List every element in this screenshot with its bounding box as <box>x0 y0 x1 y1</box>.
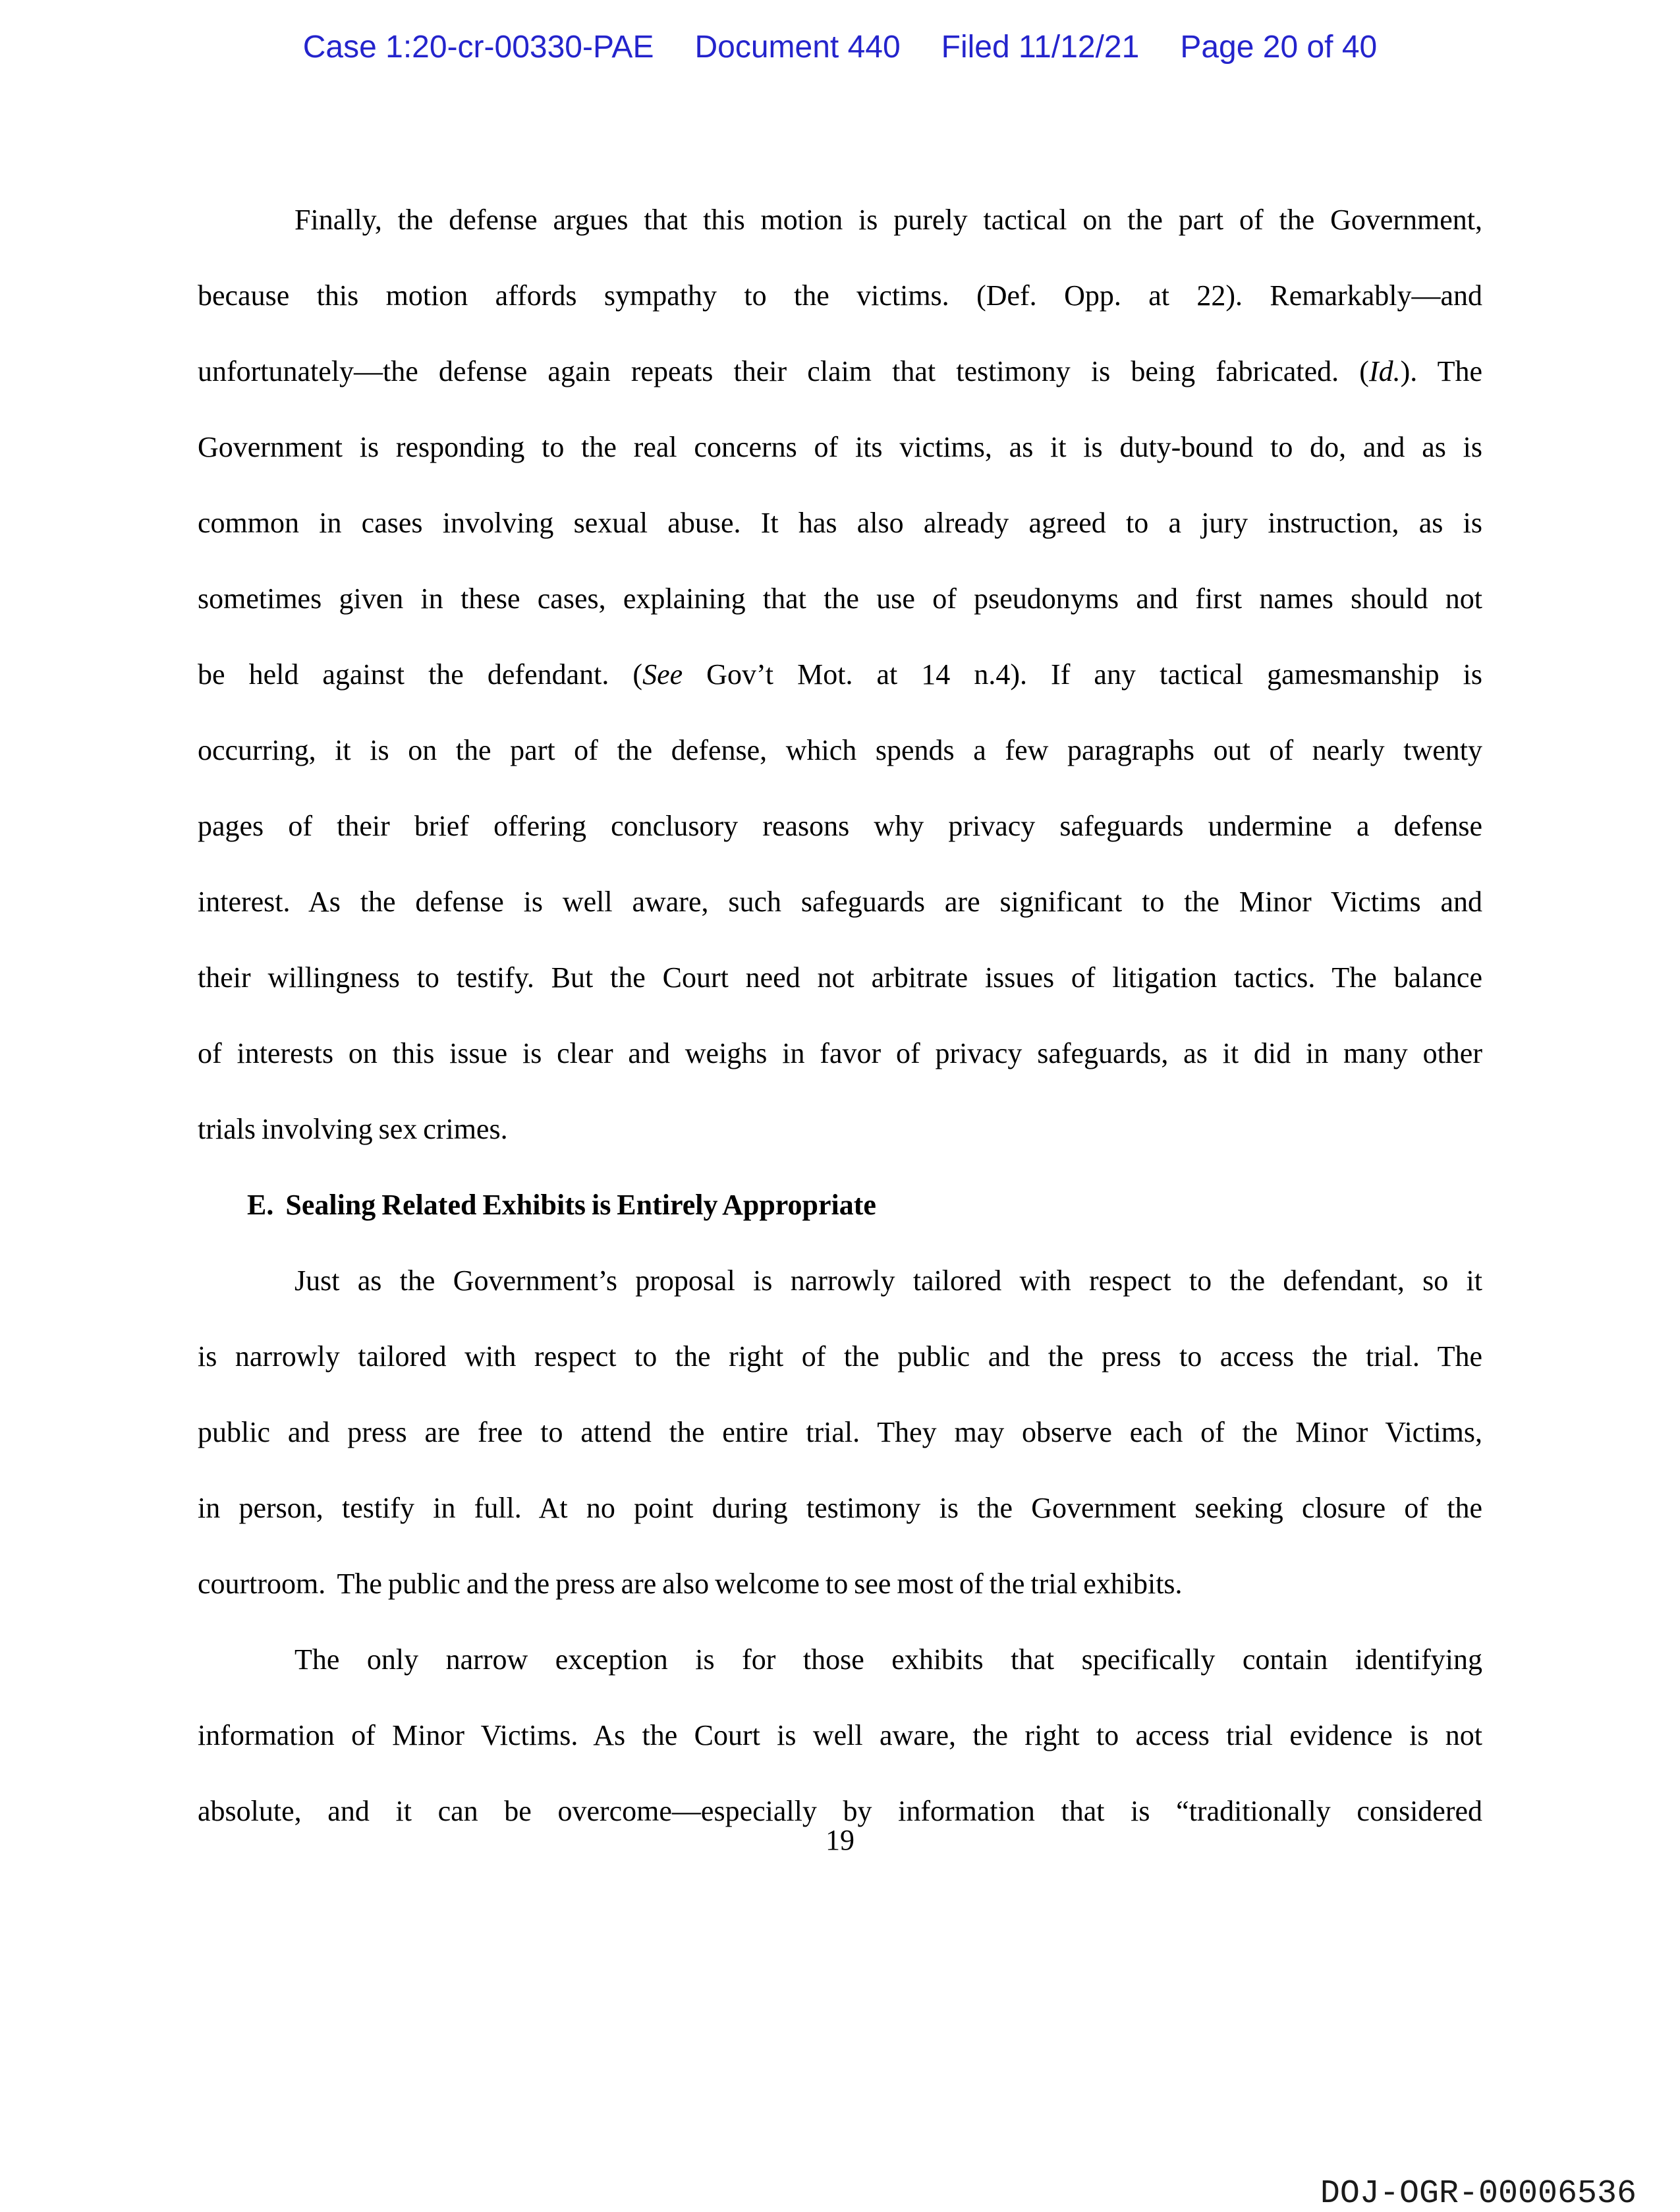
page-number: 19 <box>826 1824 854 1856</box>
text-run: sometimes given in these cases, explaining that the use of pseudonyms and first names should not <box>198 582 1482 615</box>
text-run: Finally, the defense argues that this motion is purely tactical on the part of the Government, <box>294 204 1482 236</box>
text-run: Gov’t Mot. at 14 n.4). If any tactical gamesmanship is <box>683 658 1482 691</box>
text-line <box>198 1546 1482 1622</box>
header-filed-date: Filed 11/12/21 <box>941 30 1140 65</box>
text-run: unfortunately—the defense again repeats their claim that testimony is being fabricated. ( <box>198 355 1369 387</box>
bates-stamp: DOJ-OGR-00006536 <box>1320 2175 1637 2212</box>
text-line <box>198 1394 1482 1470</box>
text-run: Id. <box>1368 355 1401 387</box>
text-run: pages of their brief offering conclusory reasons why privacy safeguards undermine a defense <box>198 810 1482 842</box>
text-run: common in cases involving sexual abuse. It has also already agreed to a jury instruction, as is <box>198 507 1482 539</box>
text-line <box>198 1015 1482 1091</box>
text-run: The only narrow exception is for those exhibits that specifically contain identifying <box>294 1643 1482 1676</box>
text-line <box>198 182 1482 258</box>
text-line <box>198 1697 1482 1773</box>
text-run: ). The <box>1400 355 1482 387</box>
text-run: information of Minor Victims. As the Court is well aware, the right to access trial evidence is not <box>198 1719 1482 1751</box>
text-run: is narrowly tailored with respect to the right of the public and the press to access the trial. The <box>198 1340 1482 1373</box>
text-line <box>198 1243 1482 1319</box>
text-line <box>198 864 1482 940</box>
header-document-number: Document 440 <box>694 30 901 65</box>
text-line <box>198 788 1482 864</box>
text-run: their willingness to testify. But the Court need not arbitrate issues of litigation tactics. The balance <box>198 961 1482 994</box>
text-line <box>198 637 1482 712</box>
text-run: interest. As the defense is well aware, such safeguards are significant to the Minor Victims and <box>198 886 1482 918</box>
text-run: because this motion affords sympathy to the victims. (Def. Opp. at 22). Remarkably—and <box>198 279 1482 312</box>
text-run: in person, testify in full. At no point during testimony is the Government seeking closure of the <box>198 1492 1482 1524</box>
document-body <box>198 182 1482 1849</box>
text-line <box>198 258 1482 333</box>
section-heading <box>198 1167 1482 1243</box>
text-line <box>198 1470 1482 1546</box>
text-line <box>198 561 1482 637</box>
text-run: See <box>642 658 683 691</box>
text-run: occurring, it is on the part of the defense, which spends a few paragraphs out of nearly twenty <box>198 734 1482 766</box>
text-run: of interests on this issue is clear and weighs in favor of privacy safeguards, as it did in many other <box>198 1037 1482 1069</box>
text-run: Government is responding to the real concerns of its victims, as it is duty-bound to do, and as is <box>198 431 1482 463</box>
text-line <box>198 1091 1482 1167</box>
text-line <box>198 712 1482 788</box>
header-page-count: Page 20 of 40 <box>1180 30 1378 65</box>
text-run: E. Sealing Related Exhibits is Entirely Appropriate <box>247 1189 876 1221</box>
text-line <box>198 940 1482 1015</box>
text-run: trials involving sex crimes. <box>198 1113 508 1145</box>
text-run: courtroom. The public and the press are also welcome to see most of the trial exhibits. <box>198 1568 1183 1600</box>
text-run: absolute, and it can be overcome—especially by information that is “traditionally considered <box>198 1795 1482 1827</box>
text-line <box>198 409 1482 485</box>
text-run: be held against the defendant. ( <box>198 658 643 691</box>
header-case-number: Case 1:20-cr-00330-PAE <box>302 30 654 65</box>
ecf-header <box>0 28 1680 67</box>
text-line <box>198 1319 1482 1394</box>
text-line <box>198 1622 1482 1697</box>
text-run: public and press are free to attend the entire trial. They may observe each of the Minor Victims, <box>198 1416 1482 1448</box>
text-run: Just as the Government’s proposal is narrowly tailored with respect to the defendant, so it <box>294 1264 1482 1297</box>
text-line <box>198 485 1482 561</box>
text-line <box>198 333 1482 409</box>
